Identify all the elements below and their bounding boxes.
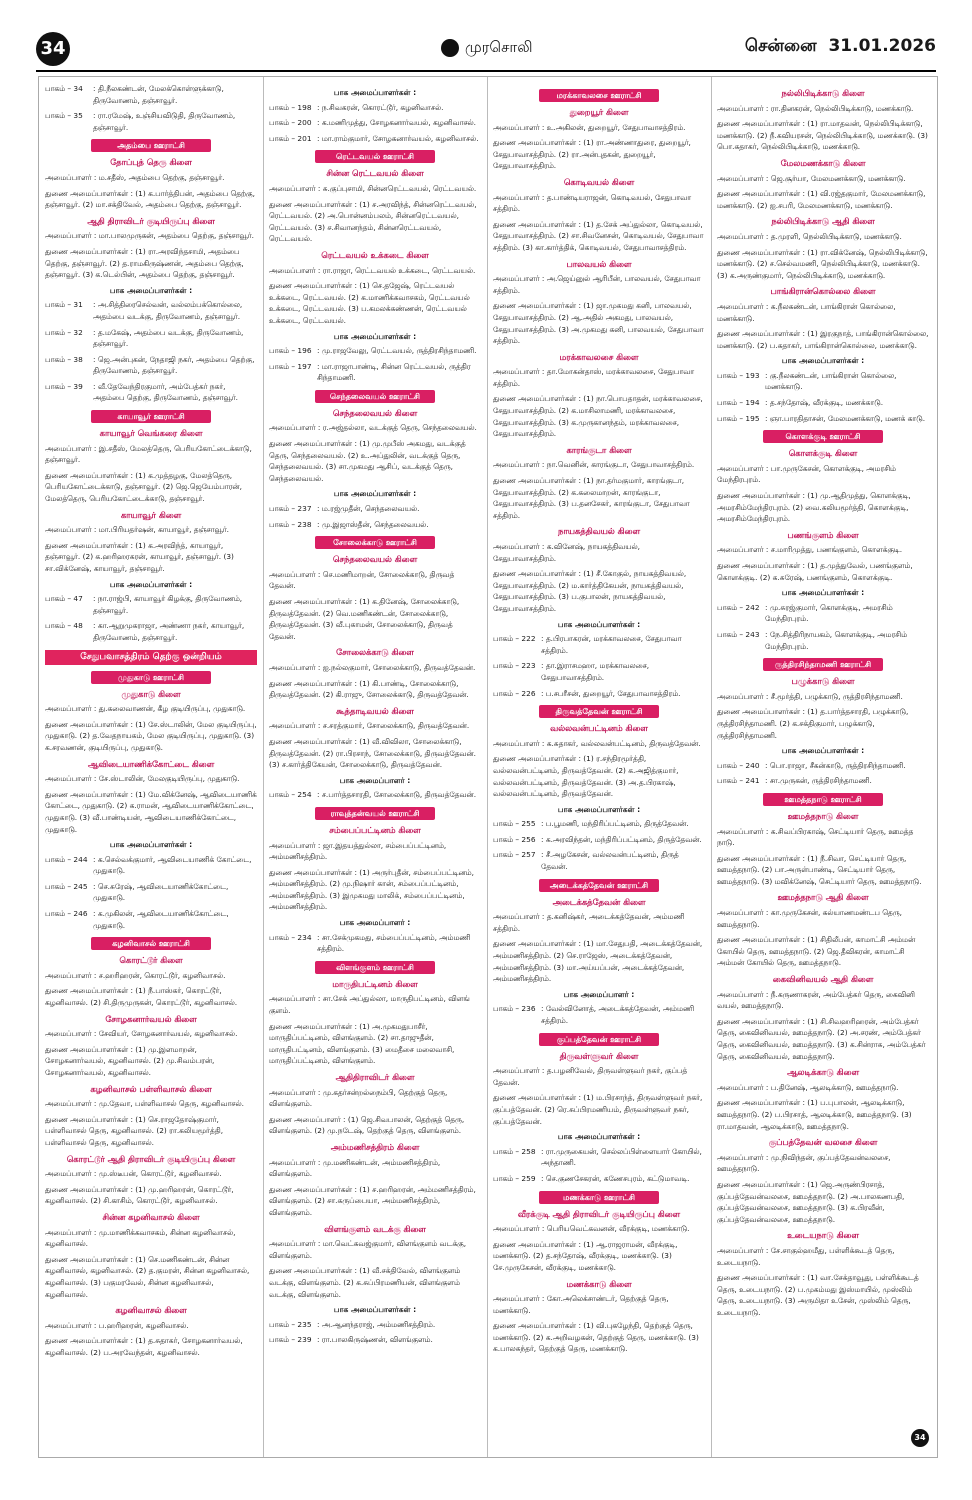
panchayat-heading: மணக்காடு ஊராட்சி [539, 1191, 659, 1204]
panchayat-heading: அதம்பை ஊராட்சி [91, 139, 211, 152]
branch-heading: வீரக்குடி ஆதி திராவிடர் குடியிருப்பு கிளை [517, 1208, 681, 1219]
branch-heading: செந்தலைவயல் கிளை [332, 407, 418, 418]
panchayat-heading: அடைக்கத்தேவன் ஊராட்சி [539, 879, 659, 892]
ward-row: பாகம் – 246 : க.முகிலன், ஆவிடையாணிக்கோட்டை, முதுகாடு. [45, 909, 229, 930]
deputy-organizers-entry: துணை அமைப்பாளர்கள் : (1) அருர்புதீன், சம்பைப்பட்டினம், அம்மணிசத்திரம். (2) மு.நிஷார் கான், சம்பைப்பட்டினம், அம்மணிசத்திரம். (3) இமுகமது மாலிக், சம்பைப்பட்டினம், அம்மணிசத்திரம். [269, 867, 474, 912]
column-divider [487, 77, 488, 1457]
ward-row: பாகம் – 238 : மு.இஜாஸ்தீன், செந்தலைவயல். [269, 519, 429, 529]
deputy-organizers-entry: துணை அமைப்பாளர்கள் : (1) க.தினேஷ், சோலைக்காடு, திருவத்தேவன். (2) வெ.மணிகண்டன், சோலைக்காடு, திருவத்தேவன். (3) வீ.புகாமன், சோலைக்காடு, திருவத் தேவன். [269, 597, 460, 641]
deputy-organizers-entry: துணை அமைப்பாளர்கள் : (1) ஜெ.அருண்பிரசாத், குப்பத்தேவன்வலசை, ஊமத்தநாடு. (2) அ.பாலகணபதி, குப்பத்தேவன்வலசை, ஊமத்தநாடு. (3) க.பிரவீன், குப்பத்தேவன்வலசை, ஊமத்தநாடு. [717, 1179, 905, 1224]
panchayat-heading: திருவத்தேவன் ஊராட்சி [539, 705, 659, 718]
ward-row: பாகம் – 222 : த.பிரபாகரன், மரக்காவலசை, சேதுபாவா சத்திரம். [493, 634, 682, 655]
ward-row: பாகம் – 256 : க.அரவிந்தன், மந்திரிப்பட்டினம், திருத்தேவன். [493, 834, 702, 844]
branch-heading: சின்ன ரெட்டவயல் கிளை [326, 168, 424, 179]
organizer-entry: அமைப்பாளர் : த.கனிஷ்கர், அடைக்கத்தேவன், அம்மணி சத்திரம். [493, 912, 685, 933]
ward-organizers-label: பாக அமைப்பாளர் : [339, 775, 411, 785]
branch-heading: நல்லிபிடிக்காடு ஆதி கிளை [771, 216, 875, 227]
panchayat-heading: ருத்திரசிந்தாமணி ஊராட்சி [763, 658, 883, 671]
deputy-organizers-entry: துணை அமைப்பாளர்கள் : (1) இரகுநாத், பாங்கிரான்கொல்லை, மணக்காடு. (2) ப.கதாகர், பாங்கிரான்கொல்லை, மணக்காடு. [717, 329, 929, 350]
organizer-entry: அமைப்பாளர் : உ.அகிலன், துறையூர், சேதுபாவாசத்திரம். [493, 122, 686, 132]
branch-heading: கைவினிவயல் ஆதி கிளை [772, 974, 874, 985]
branch-heading: பழுக்காடு கிளை [791, 676, 855, 687]
deputy-organizers-entry: துணை அமைப்பாளர்கள் : (1) மு.ஹரிஹரன், கொரட்டூர், கழனிவாசல். (2) சி.காசிம், கொரட்டூர், கழனிவாசல். [45, 1184, 234, 1206]
deputy-organizers-entry: துணை அமைப்பாளர்கள் : (1) ஆ.ராஜராமன், வீரக்குடி, மணக்காடு. (2) த.சந்தோஷ், வீரக்குடி, மணக்காடு. (3) சே.முருகேசன், வீரக்குடி, மணக்காடு. [493, 1239, 678, 1272]
organizer-entry: அமைப்பாளர் : தா.மோகன்தாஸ், மரக்காவலசை, சேதுபாவா சத்திரம். [493, 367, 695, 388]
panchayat-heading: குப்பத்தேவன் ஊராட்சி [539, 1033, 659, 1046]
ward-row: பாகம் – 35 : ரா.ரமேஷ், உஞ்சியவிடுதி, திருவோணம், தஞ்சாவூர். [45, 111, 236, 132]
deputy-organizers-entry: துணை அமைப்பாளர்கள் : (1) நா.பொபதாதன், மரக்காவலசை, சேதுபாவாசத்திரம். (2) க.மாசிலாமணி, மரக்காவலசை, சேதுபாவாசத்திரம். (3) க.முருகானந்தம், மரக்காவலசை, சேதுபாவாசத்திரம். [493, 394, 703, 439]
deputy-organizers-entry: துணை அமைப்பாளர்கள் : (1) செ.தஜேஷ், ரெட்டவயல் உக்கடை, ரெட்டவயல். (2) க.மாணிக்கவாசகம், ரெட்டவயல் உக்கடை, ரெட்டவயல். (3) ப.கமலக்கண்ணன், ரெட்டவயல் உக்கடை, ரெட்டவயல். [269, 281, 470, 325]
branch-heading: திருவள்ளுவர் கிளை [559, 1050, 639, 1061]
branch-heading: காரங்குடா கிளை [566, 444, 632, 455]
branch-heading: பாலவயல் கிளை [566, 258, 632, 269]
ward-organizers-label: பாக அமைப்பாளர்கள் : [557, 804, 641, 814]
deputy-organizers-entry: துணை அமைப்பாளர்கள் : (1) மு.ஆதிமுத்து, கொளக்குடி, அமரசிம்மேந்திரபுரம். (2) வை.கலியமூர்த்தி, கொளக்குடி, அமரசிம்மேந்திரபுரம். [717, 491, 911, 524]
organizer-entry: அமைப்பாளர் : கா.முருகேசன், கல்யாணமண்டப தெரு, ஊமத்தநாடு. [717, 908, 902, 929]
organizer-entry: அமைப்பாளர் : ரா.ராஜா, ரெட்டவயல் உக்கடை, ரெட்டவயல். [269, 265, 476, 275]
ward-organizers-label: பாக அமைப்பாளர்கள் : [781, 746, 865, 756]
ward-row: பாகம் – 197 : மா.ராஜாபாண்டி, சின்ன ரெட்டவயல், ருத்திர சிந்தாமணி. [269, 361, 471, 383]
deputy-organizers-entry: துணை அமைப்பாளர்கள் : (1) கி.பாண்டி, சோலைக்காடு, திருவத்தேவன். (2) கி.ராஜு, சோலைக்காடு, திருவத்தேவன். [269, 678, 469, 700]
organizer-entry: அமைப்பாளர் : பா.முருகேசன், கொளக்குடி, அமரசிம் மேந்திரபுரம். [717, 463, 896, 485]
organizer-entry: அமைப்பாளர் : இ.சதீஸ், மேலத்தெரு, பெரியகோட்டைக்காடு, தஞ்சாவூர். [45, 443, 252, 465]
branch-heading: நல்லிபிடிக்காடு கிளை [781, 88, 865, 98]
deputy-organizers-entry: துணை அமைப்பாளர்கள் : (1) மு.முபீஸ் அகமது, வடக்குத் தெரு, செந்தலைவயல். (2) உ.அப்துலின், வடக்குத் தெரு, செந்தலைவயல். (3) சா.முகமது ஆசிப், வடக்குத் தெரு, செந்தலைவயல். [269, 439, 466, 483]
organizer-entry: அமைப்பாளர் : மு.நிவிந்தன், குப்பத்தேவன்வலசை, ஊமத்தநாடு. [717, 1152, 891, 1174]
panchayat-heading: விளங்குளம் ஊராட்சி [315, 961, 435, 974]
ward-row: பாகம் – 258 : ரா.முருகையன், செல்லப்பிள்ளையார் கோயில், அந்தாணி. [493, 1146, 702, 1168]
ward-row: பாகம் – 194 : த.சந்தோஷ், வீரக்குடி, மணக்காடு. [717, 398, 884, 408]
deputy-organizers-entry: துணை அமைப்பாளர்கள் : (1) க.பார்த்திபன், அதம்பை தெற்கு, தஞ்சாவூர். (2) மா.சக்திவேல், அதம்பை தெற்கு, தஞ்சாவூர். [45, 188, 255, 210]
panchayat-heading: காயாவூர் ஊராட்சி [91, 410, 211, 423]
organizer-entry: அமைப்பாளர் : செ.மணிமாறன், சோலைக்காடு, திருவத் தேவன். [269, 569, 455, 591]
column-divider [711, 77, 712, 1457]
panchayat-heading: முதுகாடு ஊராட்சி [91, 671, 211, 684]
branch-heading: ஆலடிக்காடு கிளை [786, 1067, 860, 1078]
organizer-entry: அமைப்பாளர் : ஐ.நல்லகுமார், சோலைக்காடு, திருவத்தேவன். [269, 662, 476, 672]
deputy-organizers-entry: துணை அமைப்பாளர்கள் : (1) வீ.விவிலா, சோலைக்காடு, திருவத்தேவன். (2) ரா.பிரசாந், சோலைக்காடு, திருவத்தேவன். (3) ச.கார்த்திகேயன், சோலைக்காடு, திருவத்தேவன். [269, 736, 476, 770]
panchayat-heading: சோலைக்காடு ஊராட்சி [315, 536, 435, 549]
organizer-entry: அமைப்பாளர் : மு.தேவா, பள்ளிவாசல் தெரு, கழனிவாசல். [45, 1099, 244, 1109]
ward-row: பாகம் – 34 : தி.நீலகண்டன், மேலக்கொள்ளுக்காடு, திருவோணம், தஞ்சாவூர். [45, 84, 224, 105]
organizer-entry: அமைப்பாளர் : சா.சேக் அப்துல்லா, மாருதிபட்டினம், விளங் குளம். [269, 994, 470, 1016]
deputy-organizers-entry: துணை அமைப்பாளர்கள் : (1) த.பார்த்தசாரதி, பழுக்காடு, ருத்திரசிந்தாமணி. (2) க.சக்திகுமார், பழுக்காடு, ருத்திரசிந்தாமணி. [717, 707, 909, 740]
branch-heading: கொரட்டூர் கிளை [119, 955, 183, 966]
deputy-organizers-entry: துணை அமைப்பாளர்கள் : (1) ரா.அரவிந்தசாமி, அதம்பை தெற்கு, தஞ்சாவூர். (2) த.ராமகிருஷ்ணன், அதம்பை தெற்கு, தஞ்சாவூர். (3) க.டெல்பின், அதம்பை தெற்கு, தஞ்சாவூர். [45, 246, 244, 280]
ward-row: பாகம் – 254 : ச.பார்த்தசாரதி, சோலைக்காடு, திருவத்தேவன். [269, 790, 477, 800]
branch-heading: சின்ன கழனிவாசல் கிளை [102, 1211, 200, 1222]
organizer-entry: அமைப்பாளர் : நா.வெனின், காரங்குடா, சேதுபாவாசத்திரம். [493, 460, 695, 470]
organizer-entry: அமைப்பாளர் : சு.குப்புசாமி, சின்னரெட்டவயல், ரெட்டவயல். [269, 183, 477, 193]
organizer-entry: அமைப்பாளர் : அ.ஜெய்னுல் ஆரிபீன், பாலவயல், சேதுபாவா சத்திரம். [493, 274, 701, 295]
edition-info [745, 36, 936, 58]
ward-row: பாகம் – 245 : செ.சுரேஷ், ஆவிடையாணிக்கோட்டை, முதுகாடு. [45, 881, 229, 903]
branch-heading: காயாவூர் வெங்கரை கிளை [99, 428, 203, 439]
branch-heading: ஊமத்தநாடு கிளை [787, 810, 859, 821]
deputy-organizers-entry: துணை அமைப்பாளர்கள் : (1) த.முத்துவேல், பணங்குளம், கொளக்குடி. (2) க.சுரேஷ், பணங்குளம், கொளக்குடி. [717, 561, 913, 582]
branch-heading: ஆதிதிராவிடர் கிளை [335, 1072, 415, 1082]
organizer-entry: அமைப்பாளர் : ச.சரத்குமார், சோலைக்காடு, திருவத்தேவன். [269, 721, 470, 731]
deputy-organizers-entry: துணை அமைப்பாளர்கள் : (1) க.முத்தழகு, மேலத்தெரு, பெரியகோட்டைக்காடு, தஞ்சாவூர். (2) ஜெ.ஜெயேம்பாரன், மேலத்தெரு, பெரியகோட்டைக்காடு, தஞ்சாவூர். [45, 470, 242, 504]
organizer-entry: அமைப்பாளர் : ப.தினேஷ், ஆலடிக்காடு, ஊமத்தநாடு. [717, 1082, 899, 1092]
ward-row: பாகம் – 193 : கு.நீலகண்டன், பாங்கிரான் கொல்லை, மணக்காடு. [717, 370, 897, 392]
organizer-entry: அமைப்பாளர் : க.வினேஷ், நாயகத்திவயல், சேதுபாவாசத்திரம். [493, 542, 641, 563]
ward-row: பாகம் – 242 : மு.சுரஜ்குமார், கொளக்குடி, அமரசிம் மேந்திரபுரம். [717, 602, 893, 624]
deputy-organizers-entry: துணை அமைப்பாளர்கள் : (1) மு.இளமாறன், சோழகனார்வயல், கழனிவாசல். (2) மு.சிவம்பரன், சோழகனார்வயல், கழனிவாசல். [45, 1044, 215, 1077]
deputy-organizers-entry: துணை அமைப்பாளர்கள் : (1) வி.ரஜ்தகுமார், மேலமணக்காடு, மணக்காடு. (2) ஐ.சபரி, மேலமணக்காடு, மணக்காடு. [717, 189, 926, 210]
branch-heading: காயாவூர் கிளை [120, 509, 182, 520]
ward-row: பாகம் – 196 : மு.ராஜவேலு, ரெட்டவயல், ருத்திரசிந்தாமணி. [269, 346, 477, 356]
column-divider [263, 77, 264, 1457]
publication-logo-icon [441, 39, 459, 57]
branch-heading: தோப்புத் தெரு கிளை [110, 157, 192, 168]
deputy-organizers-entry: துணை அமைப்பாளர்கள் : (1) ரா.அண்ணாதுரை, துறையூர், சேதுபாவாசத்திரம். (2) ரா.அன்புதகன், துறையூர், சேதுபாவாசத்திரம். [493, 138, 691, 171]
organizer-entry: அமைப்பாளர் : மா.பிரியதர்ஷன், காயாவூர், தஞ்சாவூர். [45, 525, 230, 535]
organizer-entry: அமைப்பாளர் : நீ.கருணாகரன், அம்பேத்கர் தெரு, கைவினி வயல், ஊமத்தநாடு. [717, 989, 915, 1011]
organizer-entry: அமைப்பாளர் : சே.சாகுல்ஹமீது, பள்ளிக்கூடத் தெரு, உடையநாடு. [717, 1245, 895, 1267]
deputy-organizers-entry: துணை அமைப்பாளர்கள் : (1) செ.மணிகண்டன், சின்ன கழனிவாசல், கழனிவாசல். (2) த.குமரன், சின்ன கழனிவாசல், கழனிவாசல். (3) பகுமரவேல், சின்ன கழனிவாசல், கழனிவாசல். [45, 1254, 250, 1299]
panchayat-heading: கழனிவாசல் ஊராட்சி [91, 937, 211, 950]
ward-organizers-label: பாக அமைப்பாளர்கள் : [109, 285, 193, 295]
ward-row: பாகம் – 31 : அ.சித்திரைசெல்வன், வல்லம்பக்கொல்லை, அதம்பை வடக்கு, திருவோணம், தஞ்சாவூர். [45, 300, 243, 321]
ward-organizers-label: பாக அமைப்பாளர்கள் : [557, 619, 641, 629]
branch-heading: அடைக்கத்தேவன் கிளை [552, 896, 646, 907]
deputy-organizers-entry: துணை அமைப்பாளர்கள் : (1) வி.புகழேந்தி, தெற்குத் தெரு, மணக்காடு. (2) க.அறிவழகன், தெற்குத் தெரு, மணக்காடு. (3) க.பாலசுந்தர், தெற்குத் தெரு, மணக்காடு. [493, 1321, 699, 1354]
ward-organizers-label: பாக அமைப்பாளர் : [563, 989, 635, 999]
ward-organizers-label: பாக அமைப்பாளர்கள் : [781, 356, 865, 366]
branch-heading: உடையநாடு கிளை [787, 1230, 859, 1241]
branch-heading: ஆவிடையாணிக்கோட்டை கிளை [87, 758, 215, 769]
ward-row: பாகம் – 38 : ஜெ.அன்புகன், நேதாஜி நகர், அதம்பை தெற்கு, திருவோணம், தஞ்சாவூர். [45, 354, 255, 376]
branch-heading: கழனிவாசல் பள்ளிவாசல் கிளை [90, 1083, 212, 1094]
ward-row: பாகம் – 198 : ந.சிவகரன், கொரட்டூர், கழனிவாசல். [269, 102, 444, 112]
organizer-entry: அமைப்பாளர் : ப.ஹரிஹரன், கழனிவாசல். [45, 1320, 189, 1330]
organizer-entry: அமைப்பாளர் : சே.ஸ்டாலின், மேலகுடியிருப்பு, முதுகாடு. [45, 774, 240, 784]
ward-row: பாகம் – 223 : தா.இராசமஹா, மரக்காவலசை, சேதுபாவாசத்திரம். [493, 661, 650, 682]
panchayat-heading: ரெட்டவயல் ஊராட்சி [315, 150, 435, 163]
branch-heading: கழனிவாசல் கிளை [115, 1305, 187, 1316]
deputy-organizers-entry: துணை அமைப்பாளர்கள் : (1) சிதிலீபன், காமாட்சி அம்மன் கோயில் தெரு, ஊமத்தநாடு. (2) ஜெ.தீவிகரன், காமாட்சி அம்மன் கோயில் தெரு, ஊமத்தநாடு. [717, 935, 916, 968]
ward-row: பாகம் – 39 : வீ.தேவேந்திரகுமார், அம்பேத்கர் நகர், அதம்பை தெற்கு, திருவோணம், தஞ்சாவூர். [45, 381, 239, 403]
branch-heading: நாயகத்திவயல் கிளை [557, 526, 640, 537]
ward-row: பாகம் – 201 : மா.ராம்குமார், சோழகனார்வயல், கழனிவாசல். [269, 133, 479, 143]
deputy-organizers-entry: துணை அமைப்பாளர்கள் : (1) ரா.விக்னேஷ், நெல்லிபிடிக்காடு, மணக்காடு. (2) ச.செல்வமணி, நெல்லிபிடிக்காடு, மணக்காடு. (3) க.அருண்குமார், நெல்லிபிடிக்காடு, மணக்காடு. [717, 247, 928, 280]
panchayat-heading: கொளக்குடி ஊராட்சி [763, 430, 883, 443]
branch-heading: முதுகாடு கிளை [121, 688, 181, 699]
deputy-organizers-entry: துணை அமைப்பாளர்கள் : (1) ப.புபாலன், ஆலடிக்காடு, ஊமத்தநாடு. (2) ப.பிரசாத், ஆலடிக்காடு, ஊமத்தநாடு. (3) ரா.மாதவன், ஆலடிக்காடு, ஊமத்தநாடு. [717, 1098, 912, 1131]
union-banner: சேதுபவாசத்திரம் தெற்கு ஒன்றியம் [45, 650, 257, 665]
deputy-organizers-entry: துணை அமைப்பாளர் : (1) ஜெ.சிவபாலன், தெற்குத் தெரு, விளங்குளம். (2) மு.நடேஷ், தெற்குத் தெரு, விளங்குளம். [269, 1114, 465, 1136]
branch-heading: கொளக்குடி கிளை [788, 448, 858, 459]
organizer-entry: அமைப்பாளர் : கோ.அலெக்சாண்டர், தெற்குத் தெரு, மணக்காடு. [493, 1294, 669, 1315]
ward-row: பாகம் – 244 : க.செல்வக்குமார், ஆவிடையாணிக் கோட்டை, முதுகாடு. [45, 854, 252, 876]
ward-row: பாகம் – 226 : ப.சபரீசன், துறையூர், சேதுபாவாசத்திரம். [493, 688, 681, 698]
branch-heading: கொடிவயல் கிளை [563, 176, 635, 187]
edition-city: சென்னை [744, 36, 817, 56]
organizer-entry: அமைப்பாளர் : மா.வெட்கவஜ்குமார், விளங்குளம் வடக்கு, விளங்குளம். [269, 1239, 467, 1260]
deputy-organizers-entry: துணை அமைப்பாளர்கள் : (1) த.சுதாகர், சோழகனார்வயல், கழனிவாசல். (2) ப.அரவேந்தன், கழனிவாசல். [45, 1336, 243, 1357]
deputy-organizers-entry: துணை அமைப்பாளர்கள் : (1) மே.விக்னேஷ், ஆவிடையாணிக் கோட்டை, முதுகாடு. (2) க.ராமன், ஆவிடையாணிக்கோட்டை, முதுகாடு. (3) வீ.பாண்டியன், ஆவிடையாணிக்கோட்டை, முதுகாடு. [45, 789, 257, 834]
branch-heading: சோலைக்காடு கிளை [336, 647, 414, 658]
organizer-entry: அமைப்பாளர் : ச.ஹரிஹரன், கொரட்டூர், கழனிவாசல். [45, 970, 226, 980]
ward-row: பாகம் – 257 : சீ.அழகேசன், வல்லவன்பட்டினம், திருத் தேவன். [493, 850, 679, 872]
ward-organizers-label: பாக அமைப்பாளர்கள் : [333, 331, 417, 341]
organizer-entry: அமைப்பாளர் : சீ.மூர்த்தி, பழுக்காடு, ருத்திரசிந்தாமணி. [717, 691, 903, 701]
deputy-organizers-entry: துணை அமைப்பாளர்கள் : (1) ம.பிரசாந்த், திருவள்ளுவர் நகர், குப்பத்தேவன். (2) ரெ.சுப்பிரமணியம், திருவள்ளுவர் நகர், குப்பத்தேவன். [493, 1093, 703, 1126]
organizer-entry: அமைப்பாளர் : மு.மாணிக்கவாசகம், சின்ன கழனிவாசல், கழனிவாசல். [45, 1227, 236, 1249]
organizer-entry: அமைப்பாளர் : ச.மாரிமுத்து, பணங்குளம், கொளக்குடி. [717, 545, 903, 555]
branch-heading: கொரட்டூர் ஆதி திராவிடர் குடியிருப்பு கிளை [66, 1153, 236, 1164]
organizer-entry: அமைப்பாளர் : க.நீலகண்டன், பாங்கிரான் கொல்லை, மணக்காடு. [717, 301, 896, 323]
ward-row: பாகம் – 48 : கா.ஆறுமுகராஜா, அண்ணா நகர், காயாவூர், திருவோணம், தஞ்சாவூர். [45, 621, 245, 642]
column-1 [45, 83, 257, 1451]
deputy-organizers-entry: துணை அமைப்பாளர்கள் : (1) ர.சந்திரமூர்த்தி, வல்லவன்பட்டினம், திருவத்தேவன். (2) க.அஜித்குமார், வல்லவன்பட்டினம், திருவத்தேவன். (3) அ.த.பிரகாஷ், வல்லவன்பட்டினம், திருவத்தேவன். [493, 754, 679, 799]
ward-row: பாகம் – 195 : ஞா.பாரதிதாசன், மேலமணக்காடு, மணக் காடு. [717, 413, 926, 423]
deputy-organizers-entry: துணை அமைப்பாளர்கள் : (1) நீ.பாஸ்கர், கொரட்டூர், கழனிவாசல். (2) சி.திருமுருகன், கொரட்டூர், கழனிவாசல். [45, 986, 238, 1008]
deputy-organizers-entry: துணை அமைப்பாளர்கள் : (1) நீ.சிவா, செட்டியார் தெரு, ஊமத்தநாடு. (2) பா.அருள்பாண்டி, செட்டியார் தெரு, ஊமத்தநாடு. (3) மவிக்னேஷ், செட்டியார் தெரு, ஊமத்தநாடு. [717, 853, 922, 886]
deputy-organizers-entry: துணை அமைப்பாளர்கள் : (1) அ.முகமதுபாசீர், மாருதிப்பட்டினம், விளங்குளம். (2) சா.தாஜுதீன், மாருதிபட்டினம், விளங்குளம். (3) மைதீசை மலைவாசி, மாருதிப்பட்டினம், விளங்குளம். [269, 1021, 455, 1066]
organizer-entry: அமைப்பாளர் : ரா.தினகரன், நெல்லிபிடிக்காடு, மணக்காடு. [717, 103, 914, 113]
branch-heading: மேலமணக்காடு கிளை [780, 157, 866, 168]
column-2 [269, 83, 481, 1451]
ward-row: பாகம் – 32 : த.மகேஷ், அதம்பை வடக்கு, திருவோணம், தஞ்சாவூர். [45, 327, 244, 349]
article-columns [38, 76, 938, 1458]
branch-heading: அம்மணிசத்திரம் கிளை [330, 1141, 420, 1152]
deputy-organizers-entry: துணை அமைப்பாளர்கள் : (1) ஜா.முகமது கனி, பாலவயல், சேதுபாவாசத்திரம். (2) ஆ.அதில் அகமது, பாலவயல், சேதுபாவாசத்திரம். (3) அ.முகமது கனி, பாலவயல், சேதுபாவா சத்திரம். [493, 301, 704, 346]
page-header [36, 30, 936, 72]
panchayat-heading: செந்தலைவயல் ஊராட்சி [315, 390, 435, 403]
organizer-entry: அமைப்பாளர் : மு.ஸ்டீபன், கொரட்டூர், கழனிவாசல். [45, 1169, 222, 1179]
ward-row: பாகம் – 235 : அ.ஆனந்தராஜ், அம்மணிசத்திரம். [269, 1319, 436, 1329]
deputy-organizers-entry: துணை அமைப்பாளர்கள் : (1) வா.சேக்தாவூது, பள்ளிக்கூடத் தெரு, உடையநாடு. (2) ப.முகம்மது இஸ்மாயில், முஸ்லிம் தெரு, உடையநாடு. (3) அருமிதா உசேன், முஸ்லிம் தெரு, உடையநாடு. [717, 1273, 919, 1317]
ward-row: பாகம் – 47 : நா.ராஜ்பி, காயாவூர் கிழக்கு, திருவோணம், தஞ்சாவூர். [45, 594, 243, 615]
branch-heading: சோழகனார்வயல் கிளை [105, 1013, 197, 1024]
organizer-entry: அமைப்பாளர் : மா.பாலமுருகன், அதம்பை தெற்கு, தஞ்சாவூர். [45, 231, 254, 241]
organizer-entry: அமைப்பாளர் : த.பழனிவேல், திருவள்ளுவர் நகர், குப்பத் தேவன். [493, 1066, 688, 1087]
branch-heading: சம்பைப்பட்டினம் கிளை [329, 824, 421, 835]
deputy-organizers-entry: துணை அமைப்பாளர்கள் : (1) சி.சிவஹரிஹரன், அம்பேத்கர் தெரு, கைவினிவயல், ஊமத்தநாடு. (2) அ.சரண், அம்பேத்கர் தெரு, கைவினிவயல், ஊமத்தநாடு. (3) க.சின்ராசு, அம்பேத்கர் தெரு, கைவினிவயல், ஊமத்தநாடு. [717, 1016, 926, 1061]
branch-heading: ஊமத்தநாடு ஆதி கிளை [777, 892, 869, 903]
ward-organizers-label: பாக அமைப்பாளர்கள் : [109, 579, 193, 589]
branch-heading: ரெட்டவயல் உக்கடை கிளை [321, 249, 429, 260]
branch-heading: செந்தலைவயல் கிளை [332, 554, 418, 565]
ward-row: பாகம் – 200 : க.மணிமுத்து, சோழகனார்வயல், கழனிவாசல். [269, 118, 477, 128]
ward-organizers-label: பாக அமைப்பாளர்கள் : [781, 588, 865, 598]
deputy-organizers-entry: துணை அமைப்பாளர்கள் : (1) த.சேக் அப்துல்லா, கொடிவயல், சேதுபாவாசத்திரம். (2) சா.சிவனேசன், கொடிவயல், சேதுபாவா சத்திரம். (3) கா.கார்த்திக், கொடிவயல், சேதுபாவாசத்திரம். [493, 219, 704, 252]
organizer-entry: அமைப்பாளர் : க.சுதாகர், வல்லவன்பட்டினம், திருவத்தேவன். [493, 738, 701, 748]
organizer-entry: அமைப்பாளர் : மு.மணிகண்டன், அம்மணிசத்திரம், விளங்குளம். [269, 1157, 441, 1179]
deputy-organizers-entry: துணை அமைப்பாளர்கள் : (1) மா.சேதுபதி, அடைக்கத்தேவன், அம்மணிசத்திரம். (2) செ.ராஜேஸ், அடைக்கத்தேவன், அம்மணிசத்திரம். (3) மா.அய்யப்பன், அடைக்கத்தேவன், அம்மணிசத்திரம். [493, 939, 703, 984]
ward-organizers-label: பாக அமைப்பாளர்கள் : [109, 840, 193, 850]
organizer-entry: அமைப்பாளர் : க.சிவப்பிரகாஷ், செட்டியார் தெரு, ஊமத்த நாடு. [717, 826, 914, 848]
branch-heading: வல்லவன்பட்டினம் கிளை [550, 723, 648, 734]
publication-title: முரசொலி [465, 38, 533, 56]
deputy-organizers-entry: துணை அமைப்பாளர்கள் : (1) க.அரவிந்த், காயாவூர், தஞ்சாவூர். (2) க.ஹரிஹரகரன், காயாவூர், தஞ்சாவூர். (3) சா.விக்னேஷ், காயாவூர், தஞ்சாவூர். [45, 540, 234, 573]
deputy-organizers-entry: துணை அமைப்பாளர்கள் : (1) ச.ஹரிஹரன், அம்மணிசத்திரம், விளங்குளம். (2) சா.கருப்பையா, அம்மணிசத்திரம், விளங்குளம். [269, 1184, 476, 1217]
organizer-entry: அமைப்பாளர் : ஜெ.சூர்யா, மேலமணக்காடு, மணக்காடு. [717, 173, 906, 183]
organizer-entry: அமைப்பாளர் : பெரியவெட்கவனன், வீரக்குடி, மணக்காடு. [493, 1224, 690, 1234]
ward-organizers-label: பாக அமைப்பாளர்கள் : [333, 88, 417, 97]
organizer-entry: அமைப்பாளர் : சேவியர், சோழகனார்வயல், கழனிவாசல். [45, 1029, 238, 1039]
ward-organizers-label: பாக அமைப்பாளர்கள் : [333, 489, 417, 499]
panchayat-heading: ஊமத்தநாடு ஊராட்சி [763, 793, 883, 806]
organizer-entry: அமைப்பாளர் : மு.கதர்சன்றல்நைம்பி, தெற்குத் தெரு, விளங்குளம். [269, 1087, 448, 1109]
branch-heading: விளங்குளம் வடக்கு கிளை [324, 1223, 426, 1234]
deputy-organizers-entry: துணை அமைப்பாளர்கள் : (1) சே.ஸ்டாலின், மேல குடியிருப்பு, முதுகாடு. (2) த.வேதநாயகம், மேல குடியிருப்பு, முதுகாடு. (3) க.சரவணன், குடியிருப்பு, முதுகாடு. [45, 719, 257, 752]
page-number-badge: 34 [36, 32, 70, 66]
ward-row: பாகம் – 237 : ம.ரஜ்முதீன், செந்தலைவயல். [269, 504, 420, 514]
branch-heading: மாருதிபட்டினம் கிளை [332, 978, 418, 989]
organizer-entry: அமைப்பாளர் : ம.சதீஸ், அதம்பை தெற்கு, தஞ்சாவூர். [45, 172, 225, 182]
ward-row: பாகம் – 243 : நே.சித்திரிநாயகம், கொளக்குடி, அமரசிம் மேந்திரபுரம். [717, 629, 908, 651]
branch-heading: மரக்காவலசை கிளை [559, 351, 639, 362]
column-4 [717, 83, 929, 1451]
ward-row: பாகம் – 255 : ப.பூமணி, மந்திரிப்பட்டினம், திருத்தேவன். [493, 819, 689, 829]
ward-row: பாகம் – 241 : சா.முருகன், ருத்திரசிந்தாமணி. [717, 776, 872, 786]
deputy-organizers-entry: துணை அமைப்பாளர்கள் : (1) சீ.கோகுல், நாயகத்திவயல், சேதுபாவாசத்திரம். (2) ம.கார்த்திகேயன், நாயகத்திவயல், சேதுபாவாசத்திரம். (3) ப.குபாலன், நாயகத்திவயல், சேதுபாவாசத்திரம். [493, 569, 687, 613]
deputy-organizers-entry: துணை அமைப்பாளர்கள் : (1) ச.அரவிந்த், சின்னரெட்டவயல், ரெட்டவயல். (2) அ.பொன்னம்பலம், சின்னரெட்டவயல், ரெட்டவயல். (3) ச.சிவானந்தம், சின்னரெட்டவயல், ரெட்டவயல். [269, 199, 477, 244]
panchayat-heading: ராவுத்தன்வயல் ஊராட்சி [315, 807, 435, 820]
organizer-entry: அமைப்பாளர் : த.முரளி, நெல்லிபிடிக்காடு, மணக்காடு. [717, 231, 902, 241]
ward-row: பாகம் – 236 : வேல்வினோத், அடைக்கத்தேவன், அம்மணி சத்திரம். [493, 1004, 694, 1025]
branch-heading: ஆதி திராவிடர் குடியிருப்பு கிளை [87, 215, 215, 226]
organizer-entry: அமைப்பாளர் : ர.அஜ்தல்லா, வடக்குத் தெரு, செந்தலைவயல். [269, 423, 477, 433]
branch-heading: பணங்குளம் கிளை [787, 529, 859, 540]
deputy-organizers-entry: துணை அமைப்பாளர்கள் : (1) செ.ராஜதோஷ்குமார், பள்ளிவாசல் தெரு, கழனிவாசல். (2) ரா.கலியமூர்த்தி, பள்ளிவாசல் தெரு, கழனிவாசல். [45, 1114, 224, 1147]
ward-organizers-label: பாக அமைப்பாளர்கள் : [333, 1305, 417, 1315]
branch-heading: பாங்கிரான்கொல்லை கிளை [770, 286, 876, 297]
branch-heading: துறையூர் கிளை [569, 107, 629, 117]
panchayat-heading: மரக்காவலசை ஊராட்சி [539, 89, 659, 102]
deputy-organizers-entry: துணை அமைப்பாளர்கள் : (1) வீ.சக்திவேல், விளங்குளம் வடக்கு, விளங்குளம். (2) க.சுப்பிரமணியன், விளங்குளம் வடக்கு, விளங்குளம். [269, 1266, 461, 1299]
ward-row: பாகம் – 240 : பொ.ராஜா, சீகன்காடு, ருத்திரசிந்தாமணி. [717, 760, 906, 770]
ward-organizers-label: பாக அமைப்பாளர்கள் : [557, 1132, 641, 1142]
deputy-organizers-entry: துணை அமைப்பாளர்கள் : (1) நா.தர்மகுமார், காரங்குடா, சேதுபாவாசத்திரம். (2) க.கலைமாறன், காரங்குடா, சேதுபாவாசத்திரம். (3) ப.தனசேகர், காரங்குடா, சேதுபாவா சத்திரம். [493, 476, 690, 520]
ward-row: பாகம் – 239 : ரா.பாலகிருஷ்ணன், விளங்குளம். [269, 1335, 433, 1345]
branch-heading: மணக்காடு கிளை [566, 1278, 632, 1289]
publication-name [441, 38, 533, 58]
footer-page-number: 34 [911, 1429, 929, 1447]
organizer-entry: அமைப்பாளர் : த.பாண்டியராஜன், கொடிவயல், சேதுபாவா சத்திரம். [493, 192, 692, 214]
branch-heading: குப்பத்தேவன் வலசை கிளை [768, 1137, 878, 1148]
branch-heading: கூத்தாடிவயல் கிளை [336, 705, 414, 716]
edition-date: 31.01.2026 [828, 36, 936, 56]
organizer-entry: அமைப்பாளர் : து.கலைவாணன், கீழ குடியிருப்பு, முதுகாடு. [45, 704, 246, 714]
ward-organizers-label: பாக அமைப்பாளர் : [339, 918, 411, 928]
organizer-entry: அமைப்பாளர் : ஜா.இதயத்துல்லா, சம்பைப்பட்டினம், அம்மணிசத்திரம். [269, 840, 447, 862]
column-3 [493, 83, 705, 1451]
ward-row: பாகம் – 234 : சா.சேக்முகமது, சம்பைப்பட்டினம், அம்மணி சத்திரம். [269, 932, 471, 954]
deputy-organizers-entry: துணை அமைப்பாளர்கள் : (1) ரா.மாதவன், நெல்லிபிடிக்காடு, மணக்காடு. (2) நீ.கவியரசன், நெல்லிபிடிக்காடு, மணக்காடு. (3) பொ.கதாகர், நெல்லிபிடிக்காடு, மணக்காடு. [717, 119, 928, 152]
ward-row: பாகம் – 259 : செ.குணசேகரன், கணேசபுரம், கட்டுமாவடி. [493, 1173, 690, 1183]
